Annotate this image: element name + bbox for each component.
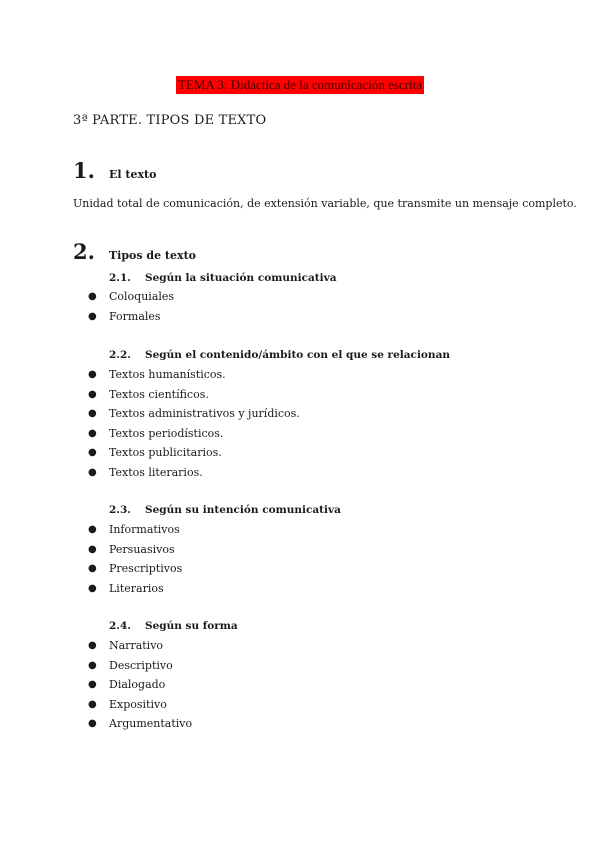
list-item-text: Textos científicos. xyxy=(109,387,209,401)
bullet-icon: ● xyxy=(88,640,97,651)
list-item xyxy=(88,540,182,560)
list-item-text: Textos publicitarios. xyxy=(109,446,222,459)
bullet-icon: ● xyxy=(88,291,97,302)
list-item-text: Persuasivos xyxy=(109,542,175,556)
list-item-text: Coloquiales xyxy=(109,290,175,303)
list-item xyxy=(88,404,300,424)
list-item-text: Expositivo xyxy=(109,697,167,711)
bullet-icon: ● xyxy=(88,447,97,458)
list-item-text: Textos periodísticos. xyxy=(109,426,224,440)
document-title: TEMA 3: Didáctica de la comunicación escrita xyxy=(177,77,423,92)
bullet-icon: ● xyxy=(88,543,97,555)
section-2-heading xyxy=(73,239,196,264)
section-title: Tipos de texto xyxy=(109,249,196,262)
list-item xyxy=(88,675,192,695)
bullet-icon: ● xyxy=(88,408,97,419)
bullet-icon: ● xyxy=(88,466,97,478)
subsection-heading xyxy=(109,272,337,284)
subsection-number: 2.4. xyxy=(109,620,131,632)
bullet-icon: ● xyxy=(88,659,97,671)
section-1-heading xyxy=(73,158,156,183)
bullet-list xyxy=(88,365,300,482)
list-item-text: Argumentativo xyxy=(109,717,193,730)
bullet-icon: ● xyxy=(88,524,97,535)
subsection-heading xyxy=(109,349,450,361)
list-item-text: Prescriptivos xyxy=(109,562,183,575)
subsection-title: Según su intención comunicativa xyxy=(145,504,341,516)
section-title: El texto xyxy=(109,168,157,181)
list-item-text: Formales xyxy=(109,309,161,323)
bullet-icon: ● xyxy=(88,427,97,439)
list-item xyxy=(88,443,300,463)
list-item xyxy=(88,636,192,656)
bullet-list xyxy=(88,287,174,326)
bullet-icon: ● xyxy=(88,563,97,574)
list-item xyxy=(88,695,192,715)
list-item xyxy=(88,463,300,483)
bullet-list xyxy=(88,636,192,734)
list-item xyxy=(88,307,174,327)
list-item xyxy=(88,365,300,385)
list-item xyxy=(88,287,174,307)
bullet-icon: ● xyxy=(88,388,97,400)
section-number: 1. xyxy=(73,158,95,183)
list-item-text: Descriptivo xyxy=(109,658,173,672)
list-item-text: Textos humanísticos. xyxy=(109,368,226,381)
bullet-icon: ● xyxy=(88,698,97,710)
subsection-number: 2.1. xyxy=(109,272,131,284)
subsection-heading xyxy=(109,504,341,516)
list-item xyxy=(88,385,300,405)
list-item xyxy=(88,559,182,579)
subsection-number: 2.2. xyxy=(109,349,131,361)
list-item-text: Narrativo xyxy=(109,639,164,652)
list-item-text: Dialogado xyxy=(109,678,166,691)
list-item-text: Literarios xyxy=(109,581,164,595)
list-item xyxy=(88,579,182,599)
section-number: 2. xyxy=(73,239,95,264)
subsection-number: 2.3. xyxy=(109,504,131,516)
subsection-title: Según su forma xyxy=(145,620,238,632)
list-item-text: Informativos xyxy=(109,523,180,536)
bullet-icon: ● xyxy=(88,310,97,322)
list-item-text: Textos literarios. xyxy=(109,465,203,479)
bullet-icon: ● xyxy=(88,582,97,594)
bullet-icon: ● xyxy=(88,679,97,690)
subsection-heading xyxy=(109,620,238,632)
bullet-icon: ● xyxy=(88,718,97,729)
list-item xyxy=(88,424,300,444)
bullet-icon: ● xyxy=(88,369,97,380)
title-wrapper xyxy=(0,74,600,94)
subsection-title: Según la situación comunicativa xyxy=(145,272,337,284)
list-item xyxy=(88,520,182,540)
part-heading: 3ª PARTE. TIPOS DE TEXTO xyxy=(73,113,267,128)
list-item xyxy=(88,656,192,676)
list-item xyxy=(88,714,192,734)
list-item-text: Textos administrativos y jurídicos. xyxy=(109,407,300,420)
definition-paragraph: Unidad total de comunicación, de extensión variable, que transmite un mensaje completo. xyxy=(73,197,577,210)
subsection-title: Según el contenido/ámbito con el que se relacionan xyxy=(145,349,451,361)
bullet-list xyxy=(88,520,182,598)
